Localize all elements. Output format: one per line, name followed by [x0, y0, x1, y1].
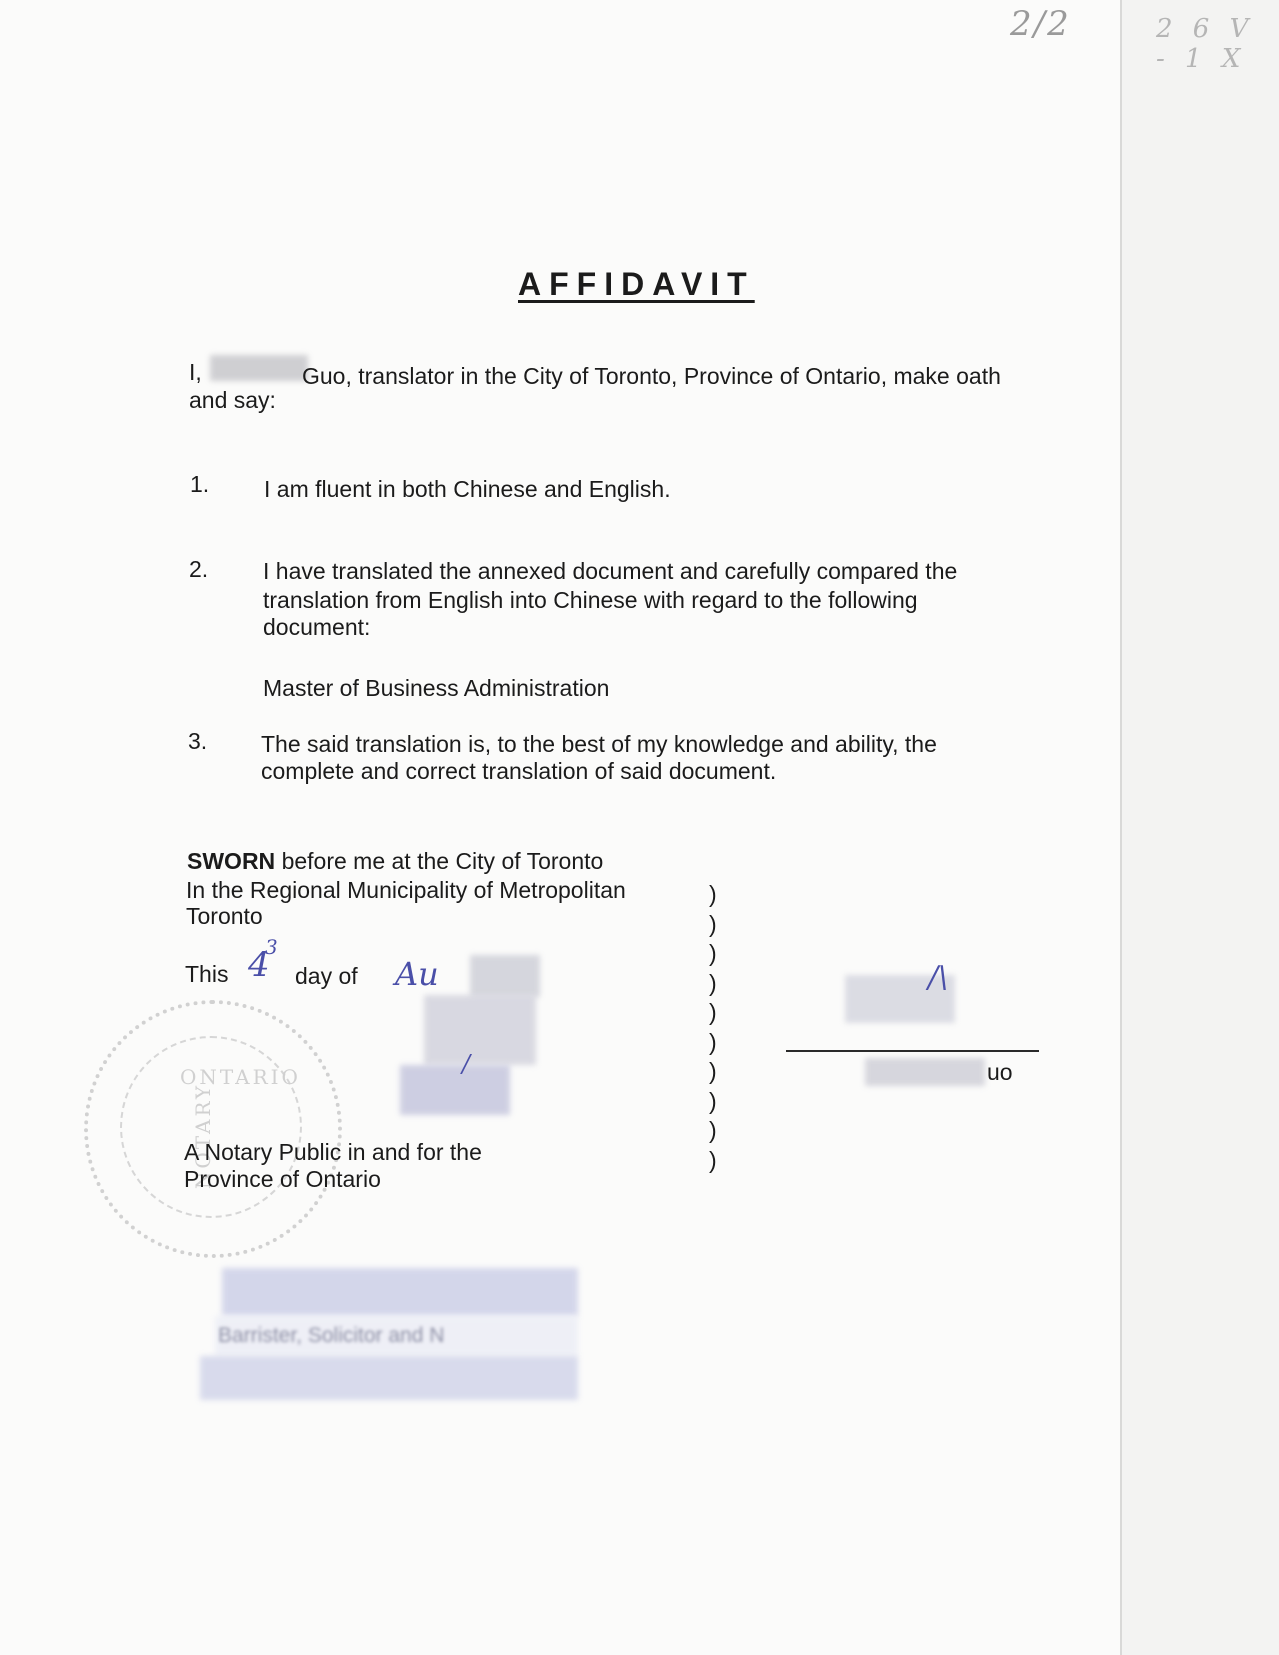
- redacted-translator-name: [865, 1058, 985, 1086]
- item-1-line-1: I am fluent in both Chinese and English.: [264, 476, 671, 502]
- parenthesis: ): [709, 881, 717, 907]
- item-3-line-1: The said translation is, to the best of my knowledge and ability, the: [261, 731, 937, 757]
- parenthesis: ): [709, 1028, 717, 1055]
- redacted-signature-block-a: [470, 955, 540, 997]
- item-number-1: 1.: [190, 471, 210, 497]
- stamp-text: Barrister, Solicitor and N: [218, 1324, 445, 1347]
- parenthesis: ): [709, 1146, 717, 1173]
- margin-annotation: 2 6 V - 1 X: [1156, 14, 1255, 74]
- document-title: AFFIDAVIT: [518, 266, 755, 302]
- signature-stroke-icon: /: [462, 1050, 471, 1078]
- notary-line-1: A Notary Public in and for the: [184, 1139, 482, 1165]
- sworn-line-1: before me at the City of Toronto: [281, 848, 604, 874]
- translated-document-name: Master of Business Administration: [263, 675, 610, 701]
- page-number-annotation: 2/2: [1010, 4, 1071, 44]
- parenthesis: ): [709, 1087, 717, 1114]
- adjacent-page-strip: [1122, 0, 1279, 1655]
- handwritten-day-suffix-icon: 3: [265, 935, 278, 959]
- parenthesis: ): [709, 940, 717, 966]
- parenthesis: ): [709, 999, 717, 1025]
- translator-name-suffix: uo: [987, 1059, 1013, 1085]
- redacted-signature-block-c: [400, 1065, 510, 1115]
- intro-line-1: Guo, translator in the City of Toronto, Province of Ontario, make oath: [302, 363, 1001, 389]
- redacted-signature-block-b: [424, 995, 536, 1065]
- handwritten-day: 4: [248, 945, 270, 985]
- redacted-stamp-top: [222, 1268, 578, 1316]
- item-number-2: 2.: [189, 556, 209, 582]
- seal-text: ONTARIO: [180, 1065, 301, 1089]
- item-2-line-1: I have translated the annexed document and carefully compared the: [263, 558, 958, 584]
- item-number-3: 3.: [188, 728, 208, 754]
- item-2-line-2: translation from English into Chinese with regard to the following: [263, 587, 918, 613]
- sworn-line-2: In the Regional Municipality of Metropolitan: [186, 877, 626, 903]
- seal-text-2: NOTARY: [191, 1082, 216, 1190]
- sworn-line-3: Toronto: [186, 903, 263, 929]
- day-of-label: day of: [295, 963, 358, 989]
- intro-prefix: I,: [189, 359, 202, 385]
- item-3-line-2: complete and correct translation of said document.: [261, 758, 777, 784]
- sworn-label: SWORN: [187, 848, 276, 874]
- parenthesis: ): [709, 969, 717, 996]
- parenthesis: ): [709, 1117, 717, 1143]
- item-2-line-3: document:: [263, 614, 371, 640]
- parentheses-column: [709, 880, 717, 1175]
- intro-line-2: and say:: [189, 387, 276, 413]
- this-label: This: [185, 961, 229, 987]
- parenthesis: ): [709, 910, 717, 937]
- parenthesis: ): [709, 1058, 717, 1084]
- redacted-first-name: [210, 355, 308, 381]
- translator-signature-stroke-icon: /\: [928, 960, 949, 995]
- signature-line: [786, 1050, 1039, 1052]
- redacted-stamp-bottom: [200, 1356, 578, 1400]
- notary-line-2: Province of Ontario: [184, 1166, 381, 1192]
- handwritten-month: Au: [395, 955, 439, 993]
